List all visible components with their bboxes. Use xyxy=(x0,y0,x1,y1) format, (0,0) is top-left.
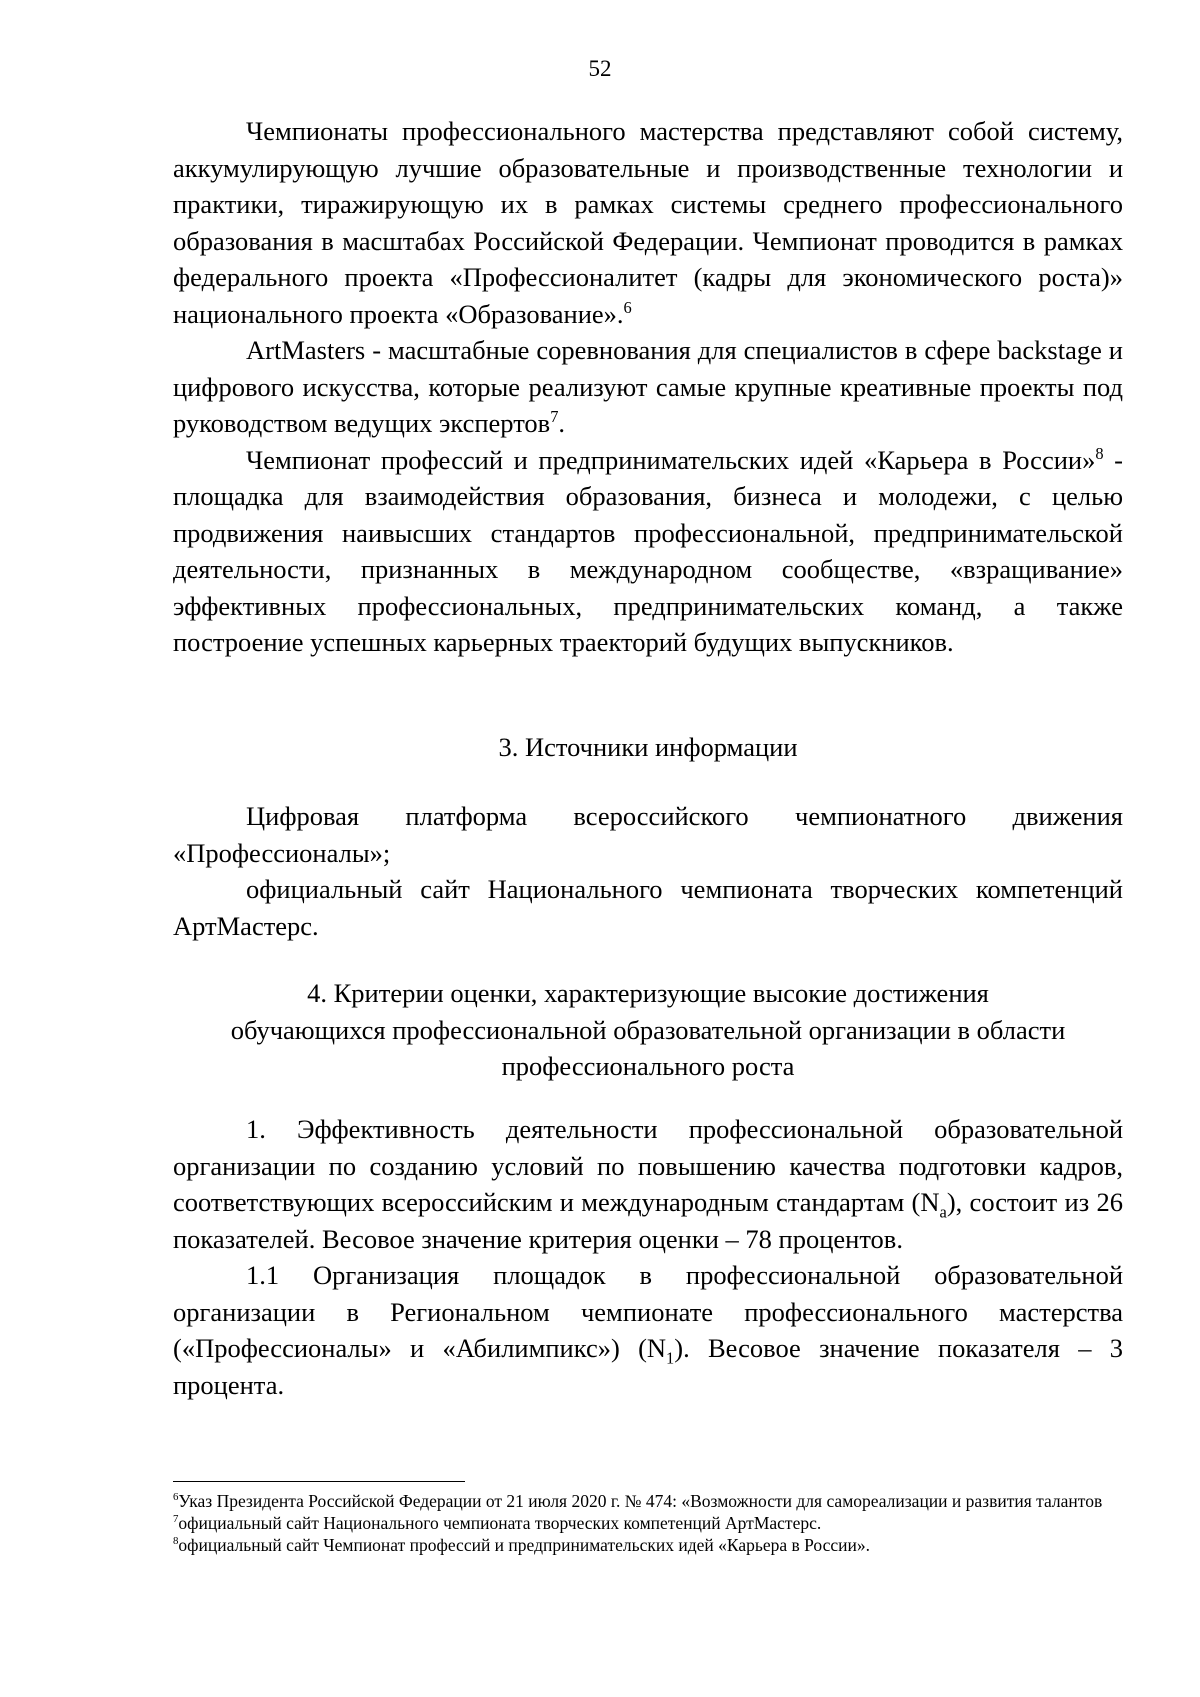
footnote-divider xyxy=(173,1481,465,1482)
paragraph-artmasters xyxy=(173,332,1123,442)
footnote-6 xyxy=(173,1490,1118,1512)
paragraph-artmasters-text: ArtMasters - масштабные соревнования для специалистов в сфере backstage и цифрового искусства, которые реализуют самые крупные креативные проекты под руководством ведущих экспертов xyxy=(173,335,1123,438)
section-3-heading-block xyxy=(173,729,1123,766)
section-4-heading-line-3: профессионального роста xyxy=(501,1051,795,1081)
criterion-1-1-text-start: 1.1 Организация площадок в профессиональной образовательной организации в Региональном чемпионате профессионального мастерства («Профессионалы» и «Абилимпикс») (N xyxy=(173,1260,1123,1363)
source-item-website: официальный сайт Национального чемпионата творческих компетенций АртМастерс. xyxy=(173,874,1123,941)
criterion-1-1 xyxy=(173,1257,1123,1403)
footnote-7-number: 7 xyxy=(173,1513,179,1526)
paragraph-championships xyxy=(173,113,1123,332)
section-4-heading-block xyxy=(173,975,1123,1085)
paragraph-career-text-end: - площадка для взаимодействия образования, бизнеса и молодежи, с целью продвижения наивысших стандартов профессиональной, предпринимательской деятельности, признанных в международном сообществе, «взращивание» эффективных профессиональных, предпринимательских команд, а также построение успешных карьерных траекторий будущих выпускников. xyxy=(173,444,1123,657)
criterion-1 xyxy=(173,1111,1123,1257)
section-3-items xyxy=(173,798,1123,944)
source-item-platform: Цифровая платформа всероссийского чемпионатного движения «Профессионалы»; xyxy=(173,801,1123,868)
footnote-7-text: официальный сайт Национального чемпионата творческих компетенций АртМастерс. xyxy=(178,1513,822,1533)
footnote-ref-7: 7 xyxy=(550,407,559,427)
footnote-8-text: официальный сайт Чемпионат профессий и предпринимательских идей «Карьера в России». xyxy=(178,1535,870,1555)
paragraph-artmasters-end: . xyxy=(558,408,566,438)
section-4-heading-line-2: обучающихся профессиональной образовательной организации в области xyxy=(230,1014,1066,1045)
footnote-8-number: 8 xyxy=(173,1535,179,1548)
footnotes xyxy=(173,1490,1118,1556)
paragraph-career-text-start: Чемпионат профессий и предпринимательских идей «Карьера в России» xyxy=(246,444,1096,475)
intro-paragraphs xyxy=(173,113,1123,661)
criterion-1-1-text-end: ). Весовое значение показателя – 3 процента. xyxy=(173,1333,1123,1400)
criterion-1-1-subscript: 1 xyxy=(666,1348,675,1368)
page-number: 52 xyxy=(588,56,612,81)
footnote-ref-6: 6 xyxy=(623,297,632,317)
criterion-1-text-start: 1. Эффективность деятельности профессиональной образовательной организации по созданию условий по повышению качества подготовки кадров, соответствующих всероссийским и международным стандартам (N xyxy=(173,1114,1123,1217)
section-4-heading-line-1: 4. Критерии оценки, характеризующие высокие достижения xyxy=(307,978,989,1008)
criterion-1-text-end: ), состоит из 26 показателей. Весовое значение критерия оценки – 78 процентов. xyxy=(173,1187,1123,1254)
section-3-heading: 3. Источники информации xyxy=(498,732,798,762)
footnote-8 xyxy=(173,1534,1118,1556)
criterion-1-subscript: a xyxy=(939,1202,947,1222)
footnote-6-number: 6 xyxy=(173,1491,179,1504)
section-4-criteria xyxy=(173,1111,1123,1403)
footnote-ref-8: 8 xyxy=(1095,443,1104,463)
paragraph-career-in-russia xyxy=(173,442,1123,661)
paragraph-championships-text: Чемпионаты профессионального мастерства представляют собой систему, аккумулирующую лучшие образовательные и производственные технологии и практики, тиражирующую их в рамках системы среднего профессионального образования в масштабах Российской Федерации. Чемпионат проводится в рамках федерального проекта «Профессионалитет (кадры для экономического роста)» национального проекта «Образование». xyxy=(173,116,1123,329)
footnote-7 xyxy=(173,1512,1118,1534)
footnote-6-text: Указ Президента Российской Федерации от 21 июля 2020 г. № 474: «Возможности для самореализации и развития талантов xyxy=(178,1491,1103,1511)
